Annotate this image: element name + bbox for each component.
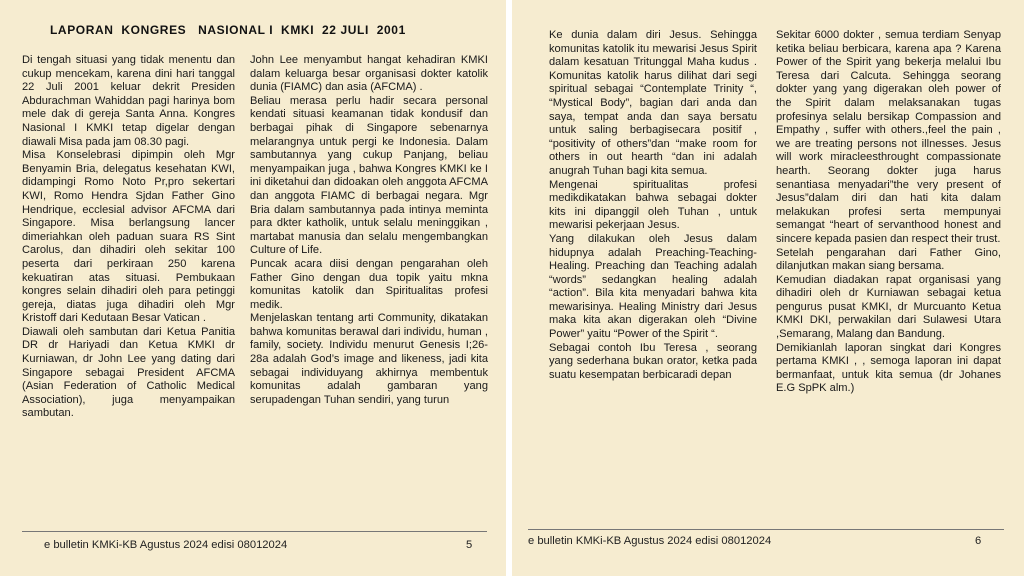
paragraph: John Lee menyambut hangat kehadiran KMKI dalam keluarga besar organisasi dokter katolik dunia (FIAMC) dan asia (AFCMA) . bbox=[250, 54, 488, 94]
article-title: LAPORAN KONGRES NASIONAL I KMKI 22 JULI 2001 bbox=[50, 23, 406, 37]
paragraph: Ke dunia dalam diri Jesus. Sehingga komunitas katolik itu mewarisi Jesus Spirit dalam kesatuan Tritunggal Maha kudus . Komunitas katolik harus dilihat dari segi spiritual sebagai “Contemplate Trinity “, “Mystical Body”, bagian dari anda dan saya, tempat anda dan saya bersatu untuk saling berbagisecara positif , “positivity of others”dan “make room for others in out hearth “dan ini adalah anugrah Tuhan bagi kita semua. bbox=[549, 29, 757, 177]
paragraph: Mengenai spiritualitas profesi medikdikatakan bahwa sebagai dokter kits ini dipanggil oleh Tuhan , untuk mewarisi pekerjaan Jesus. bbox=[549, 178, 757, 232]
paragraph: Sekitar 6000 dokter , semua terdiam Senyap ketika beliau berbicara, karena apa ? Karena Power of the Spirit yang bekerja melalui Ibu Teresa dari Calcuta. Sehingga seorang dokter yang yang digerakan oleh power of the Spirit dalam melaksanakan tugas profesinya selalu bersikap Compassion and Empathy , suffer with others.,feel the pain , we are treating persons not illnesses. Jesus will work miracleesthrought compassionate hearth. Seorang dokter juga harus senantiasa menyadari”the very present of Jesus”dalam diri dan hati kita dalam melakukan profesi serta mempunyai semangat “heart of servanthood honest and sincere kepada pasien dan respect their trust. bbox=[776, 29, 1001, 245]
page-number: 6 bbox=[975, 535, 982, 547]
column-2 bbox=[776, 29, 1001, 396]
paragraph: Puncak acara diisi dengan pengarahan oleh Father Gino dengan dua topik yaitu mkna komunitas katolik dan Spiritualitas profesi medik. bbox=[250, 257, 488, 311]
page-number: 5 bbox=[466, 539, 473, 551]
paragraph: Menjelaskan tentang arti Community, dikatakan bahwa komunitas berawal dari individu, human , family, society. Individu menurut Genesis I;26-28a adalah God’s image and likeness, jadi kita sebagai individuyang akhirnya membentuk komunitas adalah gambaran yang serupadengan Tuhan sendiri, yang turun bbox=[250, 312, 488, 406]
footer-text: e bulletin KMKi-KB Agustus 2024 edisi 08012024 bbox=[44, 539, 288, 551]
footer-rule bbox=[528, 529, 1004, 530]
paragraph: Demikianlah laporan singkat dari Kongres pertama KMKI , , semoga laporan ini dapat bermanfaat, untuk kita semua (dr Johanes E.G SpPK alm.) bbox=[776, 341, 1001, 395]
paragraph: Sebagai contoh Ibu Teresa , seorang yang sederhana bukan orator, ketka pada suatu kesempatan berbicaradi depan bbox=[549, 341, 757, 381]
page-5 bbox=[0, 0, 506, 576]
paragraph: Kemudian diadakan rapat organisasi yang dihadiri oleh dr Kurniawan sebagai ketua pengurus pusat KMKI, dr Murcuanto Ketua KMKI DKI, perwakilan dari Sulawesi Utara ,Semarang, Malang dan Bandung. bbox=[776, 273, 1001, 341]
paragraph: Diawali oleh sambutan dari Ketua Panitia DR dr Hariyadi dan Ketua KMKI dr Kurniawan, dr John Lee yang dating dari Singapore sebagai President AFCMA (Asian Federation of Catholic Medical Association), juga menyampaikan sambutan. bbox=[22, 325, 235, 420]
column-1 bbox=[22, 54, 235, 421]
paragraph: Setelah pengarahan dari Father Gino, dilanjutkan makan siang bersama. bbox=[776, 246, 1001, 273]
paragraph: Beliau merasa perlu hadir secara personal kendati situasi keamanan tidak kondusif dan berbagai pihak di Singapore sebenarnya melarangnya untuk pergi ke Indonesia. Dalam sambutannya yang cukup Panjang, beliau menyampaikan juga , bahwa Kongres KMKI ke I ini diketahui dan didoakan oleh anggota AFCMA dan anggota FIAMC di berbagai negara. Mgr Bria dalam sambutannya pada intinya meminta para dkter katholik, untuk selalu meninggikan , martabat manusia dan selalu mengembangkan Culture of Life. bbox=[250, 94, 488, 257]
paragraph: Yang dilakukan oleh Jesus dalam hidupnya adalah Preaching-Teaching- Healing. Preaching dan Teaching adalah “words” sedangkan healing adalah “action”. Bila kita menyadari bahwa kita mewarisinya. Healing Ministry dari Jesus maka kita akan digerakan oleh “Divine Power” yaitu “Power of the Spirit “. bbox=[549, 232, 757, 341]
column-2 bbox=[250, 54, 488, 407]
column-1 bbox=[549, 29, 757, 382]
footer-rule bbox=[22, 531, 487, 532]
footer-text: e bulletin KMKi-KB Agustus 2024 edisi 08012024 bbox=[528, 535, 772, 547]
paragraph: Di tengah situasi yang tidak menentu dan cukup mencekam, karena dini hari tanggal 22 Juli 2001 keluar dekrit Presiden Abdurachman Wahiddan pagi harinya bom mele dak di gereja Santa Anna. Kongres Nasional I KMKI tetap digelar dengan diawali Misa pada jam 08.30 pagi. bbox=[22, 54, 235, 148]
paragraph: Misa Konselebrasi dipimpin oleh Mgr Benyamin Bria, delegatus kesehatan KWI, didampingi Romo Noto Pr,pro sekertari KWI, Romo Hendra Sjdan Father Gino Hendrique, ecclesial advisor AFCMA dari Singapore. Misa berlangsung lancer dimeriahkan oleh paduan suara RS Sint Carolus, dan dihadiri oleh sekitar 100 peserta dari perkiraan 250 karena kekuatiran atas situasi. Pembukaan kongres selain dihadiri oleh para petinggi gereja, diatas juga dihadiri oleh Mgr Kristoff dari Kedutaan Besar Vatican . bbox=[22, 149, 235, 325]
page-6 bbox=[512, 0, 1024, 576]
